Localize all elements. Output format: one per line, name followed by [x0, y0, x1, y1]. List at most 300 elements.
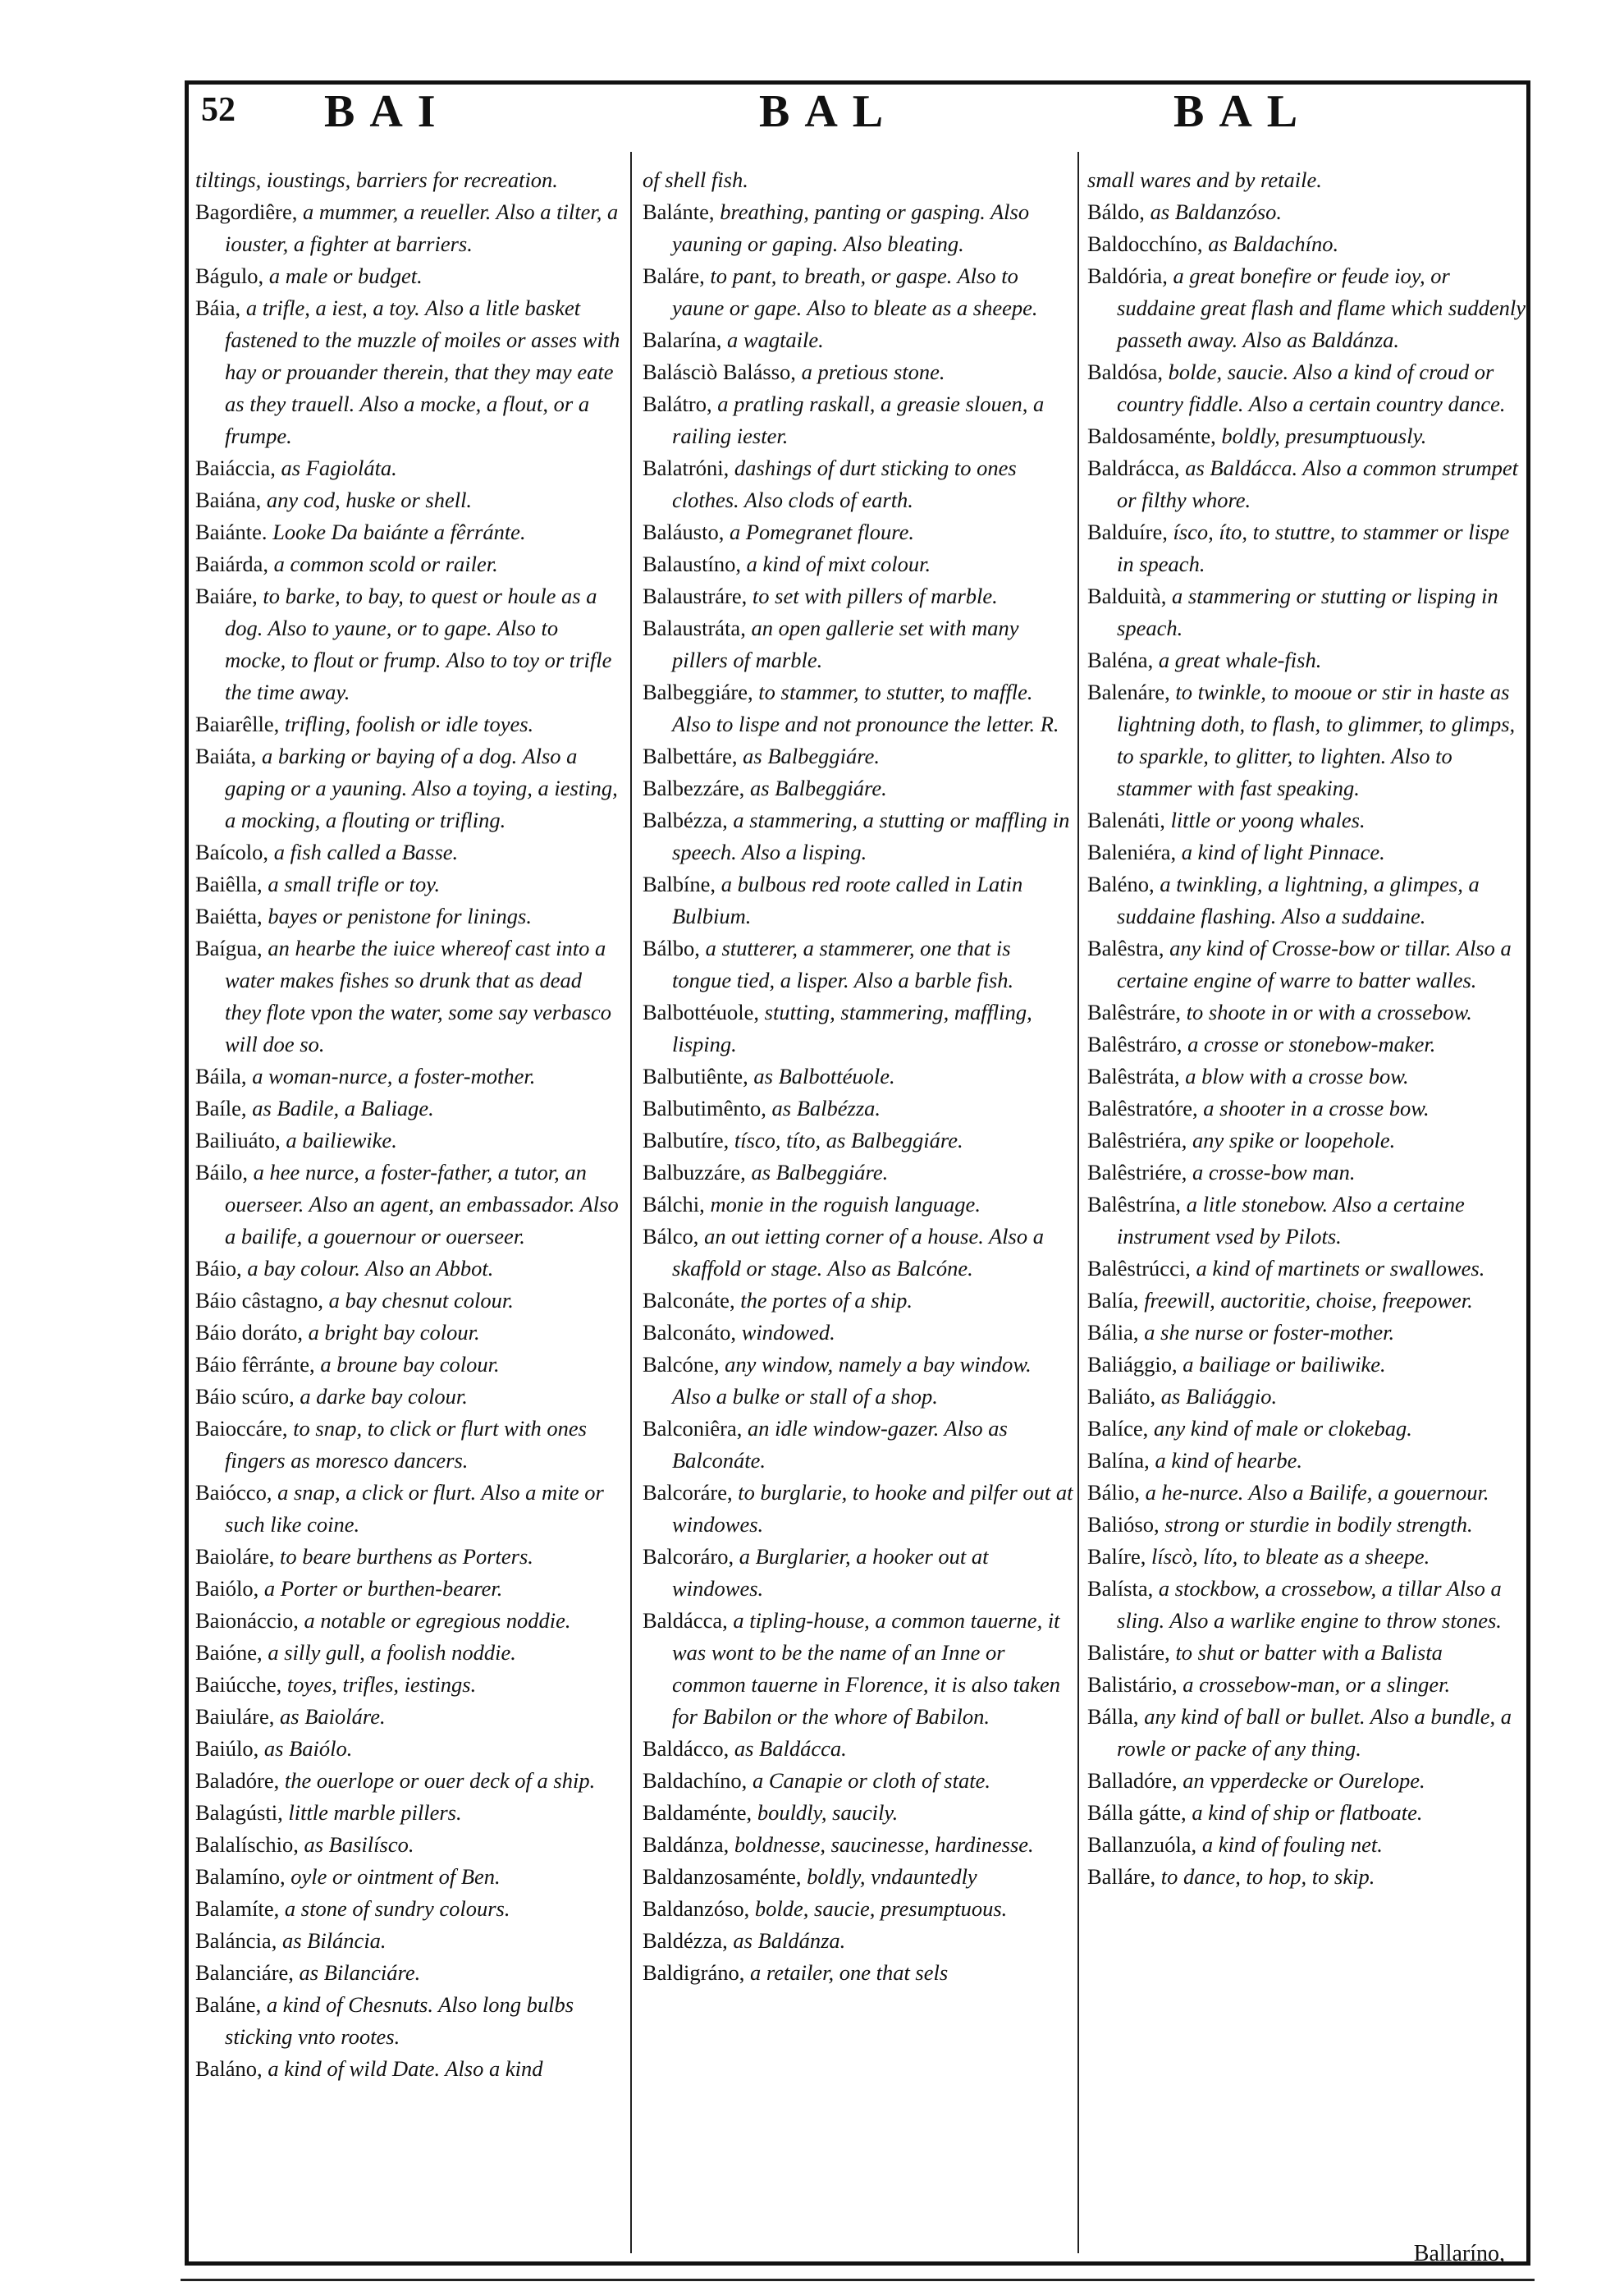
definition: a stutterer, a stammerer, one that is tongue tied, a lisper. Also a barble fish. [672, 936, 1014, 992]
dictionary-entry [195, 1381, 622, 1413]
definition: small wares and by retaile. [1087, 167, 1322, 192]
headword: Baiúcche, [195, 1672, 282, 1697]
headword: Balánte, [643, 199, 715, 224]
dictionary-entry [1087, 1189, 1526, 1253]
headword: Baláre, [643, 263, 705, 288]
dictionary-entry [643, 612, 1073, 676]
headword: Baiuláre, [195, 1704, 275, 1729]
dictionary-entry [195, 900, 622, 932]
headword: Bagordiêre, [195, 199, 298, 224]
headword: Balêstriére, [1087, 1160, 1187, 1184]
definition: the portes of a ship. [740, 1288, 913, 1313]
dictionary-entry [643, 1413, 1073, 1477]
definition: as Balbottéuole. [753, 1064, 895, 1088]
definition: toyes, trifles, iestings. [286, 1672, 477, 1697]
headword: Bágulo, [195, 263, 264, 288]
dictionary-entry [1087, 580, 1526, 644]
headword: Baiána, [195, 488, 262, 512]
headword: Baldachíno, [643, 1768, 748, 1793]
dictionary-entry [195, 484, 622, 516]
dictionary-entry [643, 932, 1073, 997]
headword: Baiétta, [195, 904, 263, 928]
dictionary-entry [195, 868, 622, 900]
definition: a retailer, one that sels [750, 1960, 949, 1985]
definition: as Baldácca. Also a common strumpet or filthy whore. [1117, 456, 1518, 512]
definition: to shoote in or with a crossebow. [1186, 1000, 1472, 1024]
headword: Balatróni, [643, 456, 730, 480]
definition: to snap, to click or flurt with ones fingers as moresco dancers. [225, 1416, 587, 1473]
headword: Balcoráre, [643, 1480, 733, 1505]
headword: Bálbo, [643, 936, 700, 960]
definition: tiltings, ioustings, barriers for recreation. [195, 167, 558, 192]
dictionary-entry [643, 1829, 1073, 1861]
dictionary-entry [643, 580, 1073, 612]
dictionary-entry [1087, 1541, 1526, 1573]
headword: Balíre, [1087, 1544, 1146, 1569]
dictionary-entry [643, 1957, 1073, 1989]
headword: Baldósa, [1087, 360, 1163, 384]
definition: as Biláncia. [281, 1928, 387, 1953]
dictionary-entry [643, 1093, 1073, 1125]
headword: Báio doráto, [195, 1320, 303, 1345]
headword: Balêstrína, [1087, 1192, 1182, 1217]
dictionary-entry [1087, 676, 1526, 804]
dictionary-entry [643, 196, 1073, 260]
definition: as Fagioláta. [281, 456, 397, 480]
definition: as Basilísco. [304, 1832, 414, 1857]
headword: Báia, [195, 296, 241, 320]
definition: an vpperdecke or Ourelope. [1183, 1768, 1425, 1793]
definition: a kind of hearbe. [1155, 1448, 1303, 1473]
headword: Baíle, [195, 1096, 247, 1120]
dictionary-entry [1087, 1509, 1526, 1541]
dictionary-entry [643, 1765, 1073, 1797]
dictionary-entry [643, 1317, 1073, 1349]
dictionary-entry [1087, 164, 1526, 196]
definition: a stammering or stutting or lisping in speach. [1117, 584, 1498, 640]
headword: Balbutimênto, [643, 1096, 766, 1120]
dictionary-entry [1087, 1093, 1526, 1125]
dictionary-entry [1087, 1253, 1526, 1285]
dictionary-entry [643, 1477, 1073, 1541]
dictionary-entry [195, 1829, 622, 1861]
definition: a bay colour. Also an Abbot. [247, 1256, 494, 1281]
definition: a silly gull, a foolish noddie. [268, 1640, 516, 1665]
dictionary-entry [1087, 1701, 1526, 1765]
headword: Baláno, [195, 2056, 263, 2081]
definition: as Badile, a Baliage. [252, 1096, 434, 1120]
headword: Baladóre, [195, 1768, 280, 1793]
headword: Balladóre, [1087, 1768, 1178, 1793]
headword: Balalíschio, [195, 1832, 299, 1857]
headword: Balconáte, [643, 1288, 735, 1313]
headword: Baiúlo, [195, 1736, 259, 1761]
definition: a kind of wild Date. Also a kind [268, 2056, 543, 2081]
definition: dashings of durt sticking to ones clothes. Also clods of earth. [672, 456, 1017, 512]
definition: a Burglarier, a hooker out at windowes. [672, 1544, 989, 1601]
headword: Balbutíre, [643, 1128, 730, 1152]
definition: to twinkle, to mooue or stir in haste as lightning doth, to flash, to glimmer, to glimps, to sparkle, to glitter, to lighten. Also to stammer with fast speaking. [1117, 680, 1516, 800]
headword: Baldanzosaménte, [643, 1864, 802, 1889]
dictionary-entry [643, 388, 1073, 452]
headword: Baígua, [195, 936, 263, 960]
headword: Bailiuáto, [195, 1128, 281, 1152]
dictionary-entry [643, 1125, 1073, 1157]
dictionary-entry [195, 708, 622, 740]
dictionary-entry [195, 260, 622, 292]
definition: a barking or baying of a dog. Also a gaping or a yauning. Also a toying, a iesting, a mocking, a flouting or trifling. [225, 744, 618, 832]
dictionary-entry [643, 1861, 1073, 1893]
headword: Balêstratóre, [1087, 1096, 1198, 1120]
definition: little or yoong whales. [1170, 808, 1366, 832]
headword: Balbeggiáre, [643, 680, 753, 704]
headword: Bália, [1087, 1320, 1139, 1345]
headword: Baldácca, [643, 1608, 728, 1633]
definition: any kind of male or clokebag. [1153, 1416, 1412, 1441]
dictionary-entry [643, 772, 1073, 804]
headword: Balêstra, [1087, 936, 1164, 960]
definition: a small trifle or toy. [268, 872, 441, 896]
dictionary-entry [1087, 836, 1526, 868]
dictionary-entry [1087, 1861, 1526, 1893]
dictionary-entry [1087, 356, 1526, 420]
definition: a Canapie or cloth of state. [752, 1768, 990, 1793]
dictionary-entry [1087, 420, 1526, 452]
headword: Baldosaménte, [1087, 424, 1216, 448]
dictionary-entry [643, 676, 1073, 740]
headword: Baldánza, [643, 1832, 730, 1857]
definition: to barke, to bay, to quest or houle as a dog. Also to yaune, or to gape. Also to mocke, to flout or frump. Also to toy or trifle the time away. [225, 584, 612, 704]
definition: any cod, huske or shell. [266, 488, 473, 512]
definition: of shell fish. [643, 167, 748, 192]
dictionary-entry [195, 516, 622, 548]
headword: Balbutiênte, [643, 1064, 748, 1088]
definition: to burglarie, to hooke and pilfer out at windowes. [672, 1480, 1073, 1537]
definition: a crosse-bow man. [1192, 1160, 1356, 1184]
dictionary-entry [643, 1061, 1073, 1093]
headword: Bálco, [643, 1224, 699, 1249]
definition: bolde, saucie, presumptuous. [754, 1896, 1008, 1921]
definition: bouldly, saucily. [757, 1800, 899, 1825]
headword: Baléno, [1087, 872, 1155, 896]
definition: a snap, a click or flurt. Also a mite or such like coine. [225, 1480, 604, 1537]
definition: any spike or loopehole. [1192, 1128, 1396, 1152]
dictionary-entry [195, 1477, 622, 1541]
dictionary-entry [195, 452, 622, 484]
dictionary-entry [643, 1285, 1073, 1317]
headword: Balenáre, [1087, 680, 1170, 704]
dictionary-entry [1087, 868, 1526, 932]
headword: Baícolo, [195, 840, 269, 864]
headword: Balaustíno, [643, 552, 741, 576]
headword: Baiêlla, [195, 872, 263, 896]
definition: any kind of Crosse-bow or tillar. Also a certaine engine of warre to batter walles. [1117, 936, 1512, 992]
dictionary-entry [195, 1701, 622, 1733]
column-3 [1087, 164, 1526, 1893]
dictionary-entry [643, 260, 1073, 324]
definition: windowed. [741, 1320, 835, 1345]
definition: a tipling-house, a common tauerne, it was wont to be the name of an Inne or common tauerne in Florence, it is also taken for Babilon or the whore of Babilon. [672, 1608, 1060, 1729]
definition: stutting, stammering, maffling, lisping. [672, 1000, 1032, 1056]
definition: a pratling raskall, a greasie slouen, a railing iester. [672, 392, 1045, 448]
dictionary-entry [1087, 1061, 1526, 1093]
dictionary-entry [195, 1093, 622, 1125]
headword: Baléna, [1087, 648, 1154, 672]
dictionary-entry [195, 1157, 622, 1253]
dictionary-entry [195, 1061, 622, 1093]
definition: boldly, presumptuously. [1221, 424, 1427, 448]
dictionary-entry [1087, 260, 1526, 356]
dictionary-entry [1087, 932, 1526, 997]
dictionary-entry [643, 997, 1073, 1061]
dictionary-entry [195, 932, 622, 1061]
headword: Báila, [195, 1064, 247, 1088]
headword: Balêstráro, [1087, 1032, 1183, 1056]
headword: Balamíte, [195, 1896, 280, 1921]
definition: a shooter in a crosse bow. [1203, 1096, 1430, 1120]
headword: Baldocchíno, [1087, 231, 1203, 256]
headword: Balenáti, [1087, 808, 1165, 832]
headword: Balêstrúcci, [1087, 1256, 1191, 1281]
dictionary-entry [195, 1797, 622, 1829]
definition: as Baliággio. [1160, 1384, 1278, 1409]
dictionary-entry [643, 1733, 1073, 1765]
definition: an out ietting corner of a house. Also a skaffold or stage. Also as Balcóne. [672, 1224, 1044, 1281]
dictionary-entry [643, 516, 1073, 548]
definition: as Baldánza. [733, 1928, 846, 1953]
dictionary-entry [1087, 1637, 1526, 1669]
definition: a Pomegranet floure. [730, 520, 914, 544]
definition: a bright bay colour. [308, 1320, 480, 1345]
headword: Balía, [1087, 1288, 1139, 1313]
headword: Balistáre, [1087, 1640, 1170, 1665]
column-2 [643, 164, 1073, 1989]
dictionary-entry [1087, 1797, 1526, 1829]
headword: Balêstráta, [1087, 1064, 1180, 1088]
guide-word-left: BAI [324, 86, 451, 137]
definition: trifling, foolish or idle toyes. [284, 712, 534, 736]
dictionary-entry [195, 1861, 622, 1893]
headword: Baldigráno, [643, 1960, 745, 1985]
headword: Baldaménte, [643, 1800, 753, 1825]
definition: little marble pillers. [288, 1800, 462, 1825]
headword: Báio câstagno, [195, 1288, 324, 1313]
page-number: 52 [201, 91, 236, 129]
column-rule-1 [630, 152, 632, 2253]
headword: Balconiêra, [643, 1416, 743, 1441]
headword: Baionáccio, [195, 1608, 299, 1633]
dictionary-entry [195, 1573, 622, 1605]
headword: Balcóne, [643, 1352, 720, 1377]
definition: líscò, líto, to bleate as a sheepe. [1151, 1544, 1430, 1569]
headword: Báio scúro, [195, 1384, 295, 1409]
headword: Balláre, [1087, 1864, 1156, 1889]
dictionary-entry [195, 1989, 622, 2053]
dictionary-entry [643, 804, 1073, 868]
headword: Báio fêrránte, [195, 1352, 315, 1377]
headword: Baldória, [1087, 263, 1168, 288]
definition: a kind of martinets or swallowes. [1196, 1256, 1485, 1281]
headword: Bálla, [1087, 1704, 1139, 1729]
dictionary-entry [1087, 1477, 1526, 1509]
dictionary-entry [1087, 1573, 1526, 1637]
headword: Baldézza, [643, 1928, 728, 1953]
headword: Baldácco, [643, 1736, 730, 1761]
headword: Bálio, [1087, 1480, 1141, 1505]
definition: monie in the roguish language. [710, 1192, 981, 1217]
column-1 [195, 164, 622, 2085]
headword: Balamíno, [195, 1864, 286, 1889]
definition: a crossebow-man, or a slinger. [1183, 1672, 1451, 1697]
headword: Baiáccia, [195, 456, 276, 480]
headword: Balátro, [643, 392, 712, 416]
dictionary-entry [1087, 1125, 1526, 1157]
dictionary-entry [195, 1125, 622, 1157]
definition: a great bonefire or feude ioy, or suddaine great flash and flame which suddenly passeth away. Also as Baldánza. [1117, 263, 1526, 352]
definition: as Baldácca. [734, 1736, 847, 1761]
dictionary-entry [195, 580, 622, 708]
dictionary-entry [643, 1605, 1073, 1733]
headword: Baliággio, [1087, 1352, 1178, 1377]
dictionary-entry [195, 1669, 622, 1701]
headword: Baiólo, [195, 1576, 259, 1601]
definition: to dance, to hop, to skip. [1160, 1864, 1375, 1889]
dictionary-entry [195, 1637, 622, 1669]
dictionary-entry [643, 452, 1073, 516]
headword: Báio, [195, 1256, 242, 1281]
definition: a blow with a crosse bow. [1185, 1064, 1409, 1088]
definition: a Porter or burthen-bearer. [263, 1576, 503, 1601]
headword: Bálla gátte, [1087, 1800, 1187, 1825]
definition: a fish called a Basse. [273, 840, 459, 864]
headword: Baliáto, [1087, 1384, 1156, 1409]
definition: as Baioláre. [280, 1704, 386, 1729]
headword: Balduíre, [1087, 520, 1168, 544]
definition: as Balbeggiáre. [749, 776, 887, 800]
dictionary-entry [1087, 804, 1526, 836]
definition: bayes or penistone for linings. [268, 904, 532, 928]
dictionary-entry [643, 1221, 1073, 1285]
headword: Balêstráre, [1087, 1000, 1182, 1024]
definition: a bay chesnut colour. [328, 1288, 514, 1313]
headword: Baióne, [195, 1640, 263, 1665]
dictionary-entry [1087, 1285, 1526, 1317]
definition: a bulbous red roote called in Latin Bulbium. [672, 872, 1023, 928]
dictionary-entry [1087, 196, 1526, 228]
definition: a bailiewike. [286, 1128, 397, 1152]
definition: a notable or egregious noddie. [304, 1608, 571, 1633]
dictionary-entry [1087, 1029, 1526, 1061]
dictionary-entry [1087, 228, 1526, 260]
headword: Balásciò Balásso, [643, 360, 796, 384]
definition: to stammer, to stutter, to maffle. Also to lispe and not pronounce the letter. R. [672, 680, 1059, 736]
definition: to shut or batter with a Balista [1175, 1640, 1443, 1665]
definition: a male or budget. [268, 263, 423, 288]
definition: a stockbow, a crossebow, a tillar Also a sling. Also a warlike engine to throw stones. [1117, 1576, 1502, 1633]
column-rule-2 [1077, 152, 1079, 2253]
definition: a kind of light Pinnace. [1181, 840, 1385, 864]
dictionary-entry [195, 1605, 622, 1637]
headword: Balagústi, [195, 1800, 283, 1825]
headword: Baiáta, [195, 744, 257, 768]
dictionary-entry [195, 196, 622, 260]
dictionary-entry [1087, 452, 1526, 516]
dictionary-entry [195, 836, 622, 868]
definition: a darke bay colour. [300, 1384, 468, 1409]
headword: Bálchi, [643, 1192, 705, 1217]
definition: a mummer, a reueller. Also a tilter, a iouster, a fighter at barriers. [225, 199, 619, 256]
definition: boldnesse, saucinesse, hardinesse. [734, 1832, 1034, 1857]
dictionary-entry [643, 164, 1073, 196]
definition: ísco, íto, to stuttre, to stammer or lispe in speach. [1117, 520, 1510, 576]
dictionary-entry [1087, 1157, 1526, 1189]
definition: a hee nurce, a foster-father, a tutor, an ouerseer. Also an agent, an embassador. Also a bailife, a gouernour or ouerseer. [225, 1160, 619, 1249]
dictionary-entry [195, 1765, 622, 1797]
definition: a common scold or railer. [273, 552, 498, 576]
guide-word-middle: BAL [759, 86, 899, 137]
headword: Báilo, [195, 1160, 249, 1184]
dictionary-entry [195, 740, 622, 836]
definition: a kind of fouling net. [1201, 1832, 1383, 1857]
definition: breathing, panting or gasping. Also yauning or gaping. Also bleating. [672, 199, 1030, 256]
catchword: Ballaríno, [1413, 2241, 1505, 2266]
dictionary-entry [1087, 1765, 1526, 1797]
dictionary-entry [1087, 644, 1526, 676]
dictionary-entry [195, 548, 622, 580]
definition: a crosse or stonebow-maker. [1187, 1032, 1436, 1056]
dictionary-entry [643, 868, 1073, 932]
dictionary-entry [1087, 1413, 1526, 1445]
definition: a wagtaile. [727, 328, 824, 352]
definition: to beare burthens as Porters. [280, 1544, 533, 1569]
headword: Balbezzáre, [643, 776, 745, 800]
dictionary-entry [643, 548, 1073, 580]
definition: Looke Da baiánte a fêrránte. [272, 520, 526, 544]
headword: Ballanzuóla, [1087, 1832, 1197, 1857]
headword: Balcoráro, [643, 1544, 734, 1569]
definition: as Baldanzóso. [1150, 199, 1283, 224]
dictionary-entry [1087, 997, 1526, 1029]
definition: freewill, auctoritie, choise, freepower. [1144, 1288, 1473, 1313]
guide-word-right: BAL [1173, 86, 1313, 137]
definition: the ouerlope or ouer deck of a ship. [284, 1768, 596, 1793]
dictionary-entry [195, 1413, 622, 1477]
dictionary-entry [643, 1541, 1073, 1605]
headword: Baláusto, [643, 520, 725, 544]
running-header [185, 82, 1530, 148]
definition: a bailiage or bailiwike. [1183, 1352, 1386, 1377]
dictionary-entry [195, 1349, 622, 1381]
dictionary-entry [1087, 1349, 1526, 1381]
headword: Baiarêlle, [195, 712, 280, 736]
headword: Balaustráre, [643, 584, 748, 608]
dictionary-entry [195, 1253, 622, 1285]
definition: a he-nurce. Also a Bailife, a gouernour. [1145, 1480, 1489, 1505]
headword: Balióso, [1087, 1512, 1160, 1537]
definition: a kind of ship or flatboate. [1192, 1800, 1423, 1825]
headword: Baleniéra, [1087, 840, 1177, 864]
headword: Balaustráta, [643, 616, 746, 640]
definition: strong or sturdie in bodily strength. [1164, 1512, 1473, 1537]
dictionary-entry [195, 164, 622, 196]
dictionary-entry [195, 1541, 622, 1573]
definition: a kind of Chesnuts. Also long bulbs sticking vnto rootes. [225, 1992, 574, 2049]
headword: Baláncia, [195, 1928, 277, 1953]
definition: as Bilanciáre. [299, 1960, 421, 1985]
dictionary-entry [643, 1349, 1073, 1413]
dictionary-entry [643, 324, 1073, 356]
definition: a stone of sundry colours. [284, 1896, 510, 1921]
